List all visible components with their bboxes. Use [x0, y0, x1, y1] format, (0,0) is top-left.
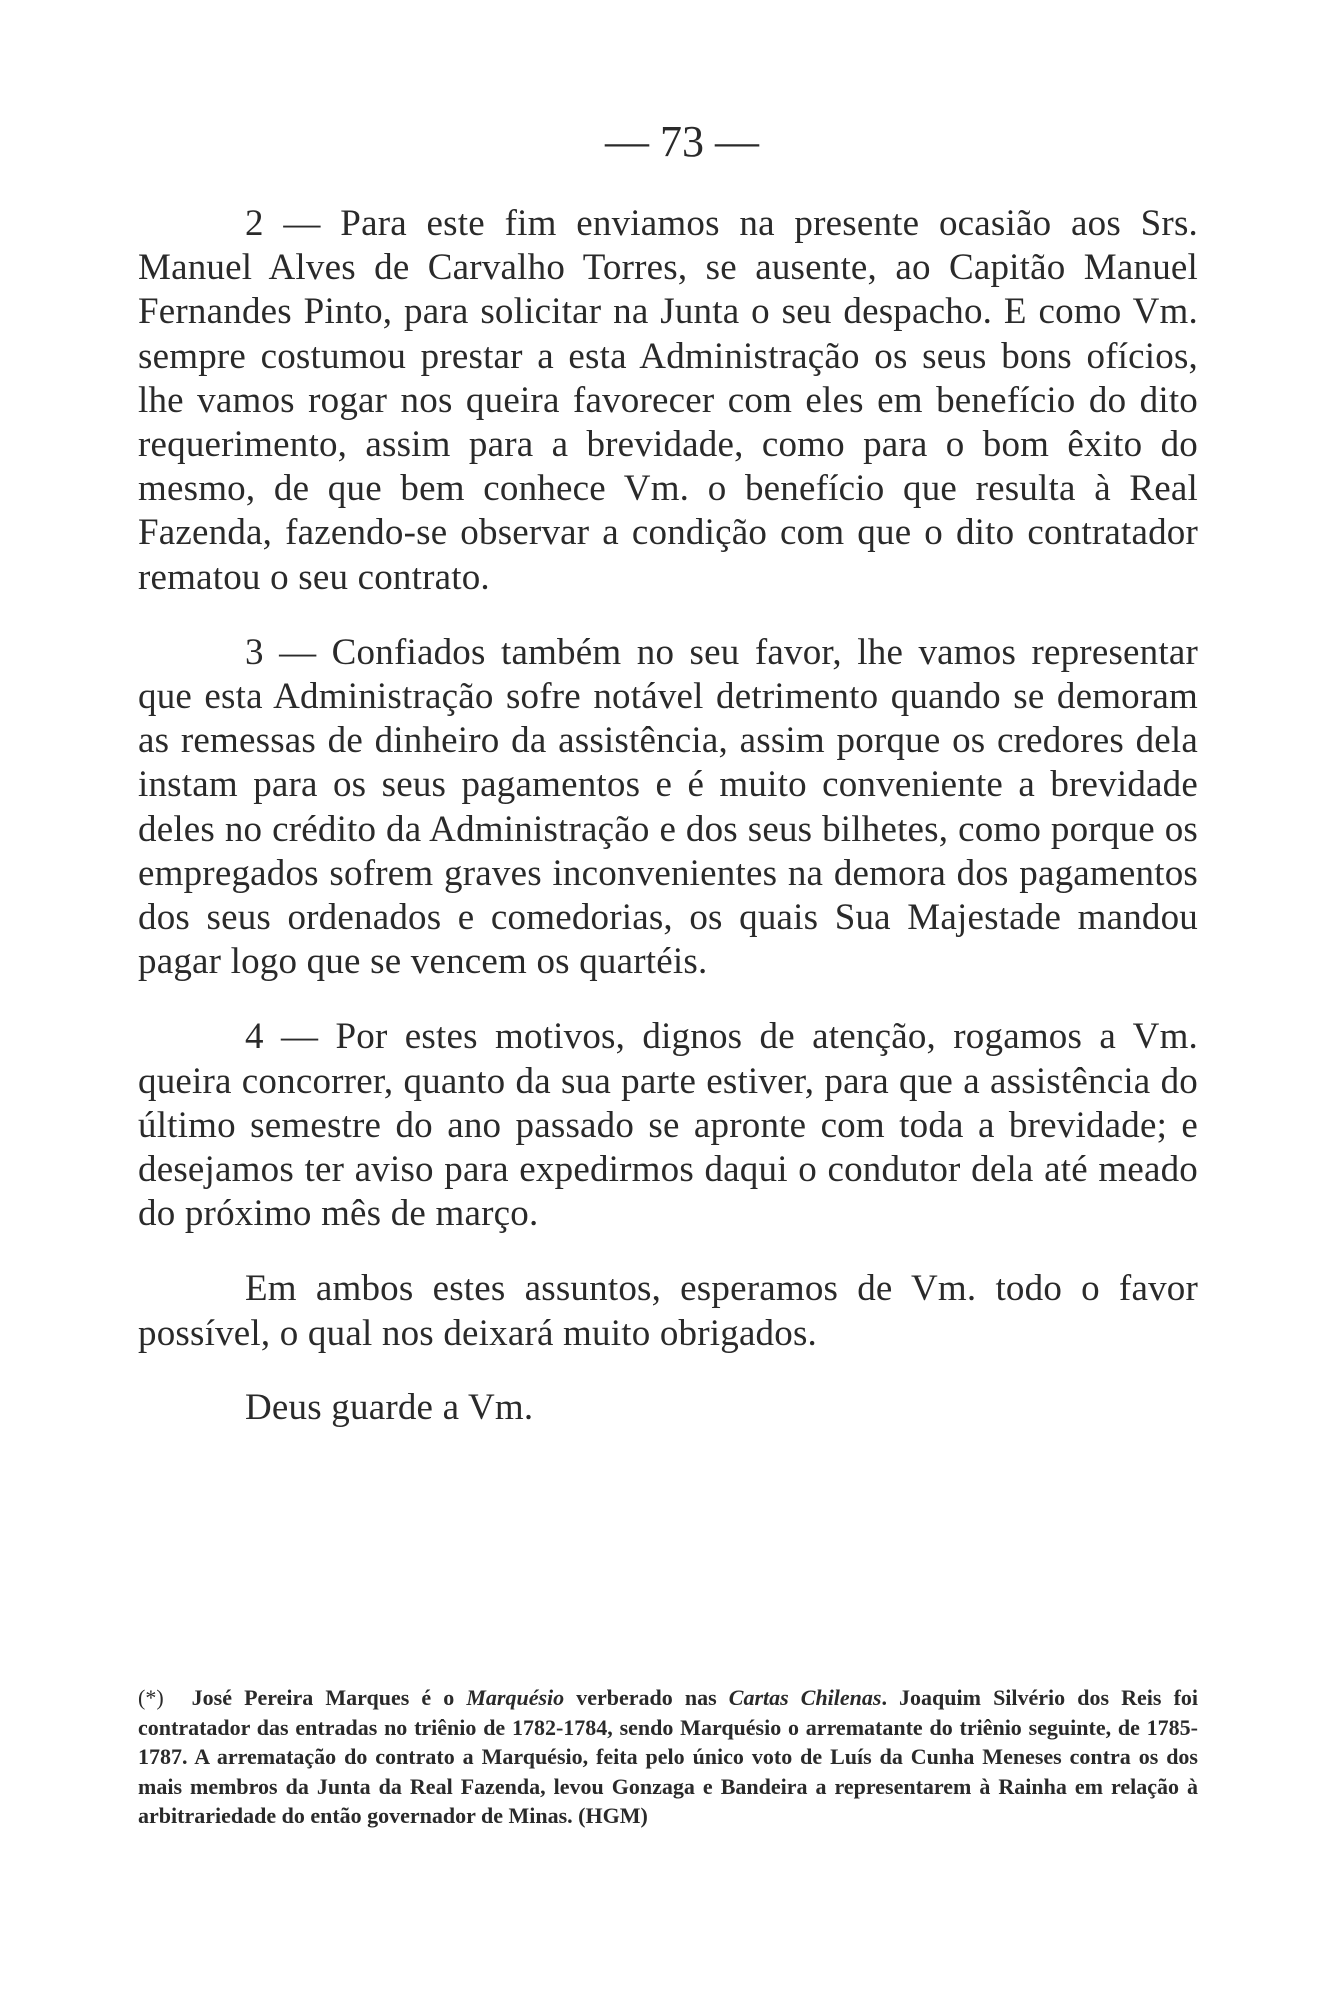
- paragraph-4: 4 — Por estes motivos, dignos de atenção, rogamos a Vm. queira concorrer, quanto da sua parte estiver, para que a assistência do último semestre do ano passado se apronte com toda a brevidade; e desejamos ter aviso para expedirmos daqui o condutor dela até meado do próximo mês de março.: [138, 1016, 1198, 1235]
- footnote-text-1: José Pereira Marques é o: [191, 1685, 467, 1710]
- closing-paragraph: Em ambos estes assuntos, esperamos de Vm. todo o favor possível, o qual nos deixará muito obrigados.: [138, 1268, 1198, 1354]
- footnote-text-3: . Joaquim Silvério dos Reis foi contratador das entradas no triênio de 1782-1784, sendo Marquésio o arrematante do triênio seguinte, de 1785-1787. A arrematação do contrato a Marquésio, feita pelo único voto de Luís da Cunha Meneses contra os dos mais membros da Junta da Real Fazenda, levou Gonzaga e Bandeira a representarem à Rainha em relação à arbitrariedade do então governador de Minas. (HGM): [138, 1685, 1199, 1828]
- footnote: [138, 1683, 1198, 1831]
- paragraph-3: 3 — Confiados também no seu favor, lhe vamos representar que esta Administração sofre notável detrimento quando se demoram as remessas de dinheiro da assistência, assim porque os credores dela instam para os seus pagamentos e é muito conveniente a brevidade deles no crédito da Administração e dos seus bilhetes, como porque os empregados sofrem graves inconvenientes na demora dos pagamentos dos seus ordenados e comedorias, os quais Sua Majestade mandou pagar logo que se vencem os quartéis.: [138, 631, 1198, 983]
- page-body: [138, 112, 1198, 1460]
- footnote-italic-2: Cartas Chilenas: [728, 1685, 882, 1710]
- footnote-text-2: verberado nas: [564, 1685, 729, 1710]
- footnote-marker: (*): [138, 1685, 164, 1710]
- paragraph-2: 2 — Para este fim enviamos na presente ocasião aos Srs. Manuel Alves de Carvalho Torres, se ausente, ao Capitão Manuel Fernandes Pinto, para solicitar na Junta o seu despacho. E como Vm. sempre costumou prestar a esta Administração os seus bons ofícios, lhe vamos rogar nos queira favorecer com eles em benefício do dito requerimento, assim para a brevidade, como para o bom êxito do mesmo, de que bem conhece Vm. o benefício que resulta à Real Fazenda, fazendo-se observar a condição com que o dito contratador rematou o seu contrato.: [138, 203, 1198, 598]
- valediction: Deus guarde a Vm.: [245, 1386, 534, 1428]
- footnote-italic-1: Marquésio: [466, 1685, 565, 1710]
- page-number: — 73 —: [605, 117, 759, 166]
